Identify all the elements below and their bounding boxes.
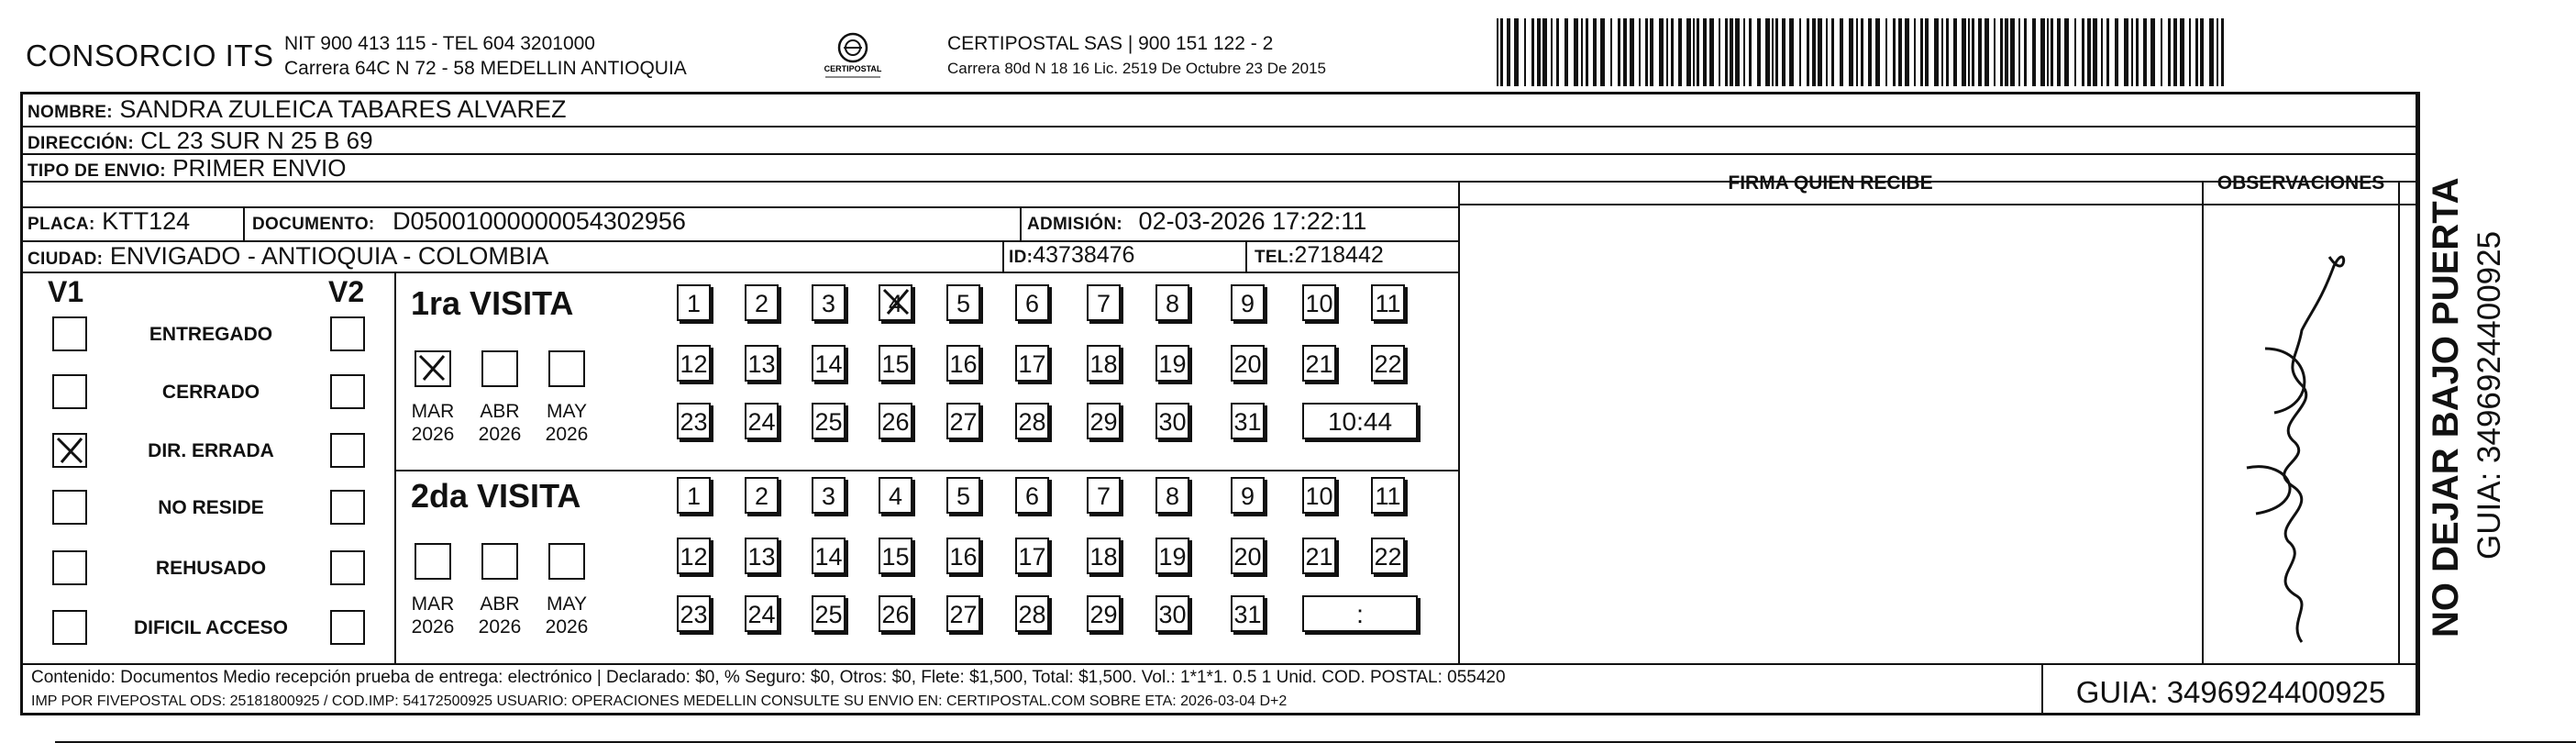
barcode-bar [1650, 18, 1653, 86]
barcode-bar [1709, 18, 1714, 86]
barcode-bar [2150, 18, 2155, 86]
barcode-bar [1537, 18, 1541, 86]
barcode-bar [2040, 18, 2045, 86]
barcode-bar [1586, 18, 1588, 86]
barcode-bar [2106, 18, 2109, 86]
cert-line2: Carrera 80d N 18 16 Lic. 2519 De Octubre 23 De 2015 [947, 60, 1326, 77]
barcode-bar [1666, 18, 1668, 86]
month-label [472, 400, 527, 446]
day-box[interactable]: 18 [1087, 538, 1121, 574]
barcode-bar [1772, 18, 1774, 86]
status-v1-checkbox[interactable] [52, 316, 87, 351]
day-box[interactable]: 14 [812, 345, 846, 382]
barcode-bar [2221, 18, 2224, 86]
month-name: ABR [480, 401, 520, 422]
month-checkbox[interactable] [481, 543, 518, 580]
placa-field: PLACA: KTT124 [28, 207, 191, 235]
barcode-bar [2064, 18, 2069, 86]
v1-header: V1 [48, 275, 84, 308]
day-box[interactable]: 30 [1155, 595, 1189, 632]
day-box[interactable]: 31 [1231, 595, 1265, 632]
col-divider [1002, 240, 1004, 272]
barcode-bar [1645, 18, 1648, 86]
barcode-bar [2032, 18, 2036, 86]
barcode-bar [1719, 18, 1720, 86]
barcode-bar [2168, 18, 2171, 86]
month-checkbox[interactable] [481, 350, 518, 387]
barcode-bar [2209, 18, 2214, 86]
barcode-bar [1697, 18, 1699, 86]
barcode-bar [1849, 18, 1853, 86]
tel-value: 2718442 [1294, 242, 1384, 268]
month-name: MAY [547, 593, 587, 615]
barcode-bar [1531, 18, 1534, 86]
barcode-bar [1972, 18, 1974, 86]
certipostal-logo [812, 28, 894, 84]
day-box[interactable]: 12 [677, 345, 711, 382]
month-checkbox[interactable] [548, 543, 585, 580]
barcode-bar [2010, 18, 2015, 86]
status-label: DIFICIL ACCESO [133, 617, 288, 638]
barcode-bar [1639, 18, 1641, 86]
col-divider [1020, 206, 1022, 241]
barcode-bar [2131, 18, 2133, 86]
status-v1-checkbox[interactable] [52, 490, 87, 525]
day-box[interactable]: 18 [1087, 345, 1121, 382]
direccion-value: CL 23 SUR N 25 B 69 [140, 127, 373, 154]
status-v2-checkbox[interactable] [330, 433, 365, 468]
day-box[interactable]: 4 [879, 477, 912, 514]
barcode-bar [1618, 18, 1620, 86]
status-label: CERRADO [161, 382, 260, 403]
status-v2-checkbox[interactable] [330, 374, 365, 409]
month-year: 2026 [545, 616, 589, 638]
month-label [539, 593, 594, 638]
barcode-bar [1775, 18, 1778, 86]
day-box[interactable]: 15 [879, 538, 912, 574]
placa-value: KTT124 [102, 207, 191, 235]
barcode-bar [1703, 18, 1707, 86]
imp-text: IMP POR FIVEPOSTAL ODS: 25181800925 / COD.IMP: 54172500925 USUARIO: OPERACIONES MEDELLIN CONSULTE SU ENVIO EN: CERTIPOSTAL.COM SOBRE ETA: 2026-03-04 D+2 [31, 693, 1288, 709]
row-divider [20, 153, 2418, 155]
row-divider [1458, 204, 2418, 205]
barcode-bar [1812, 18, 1816, 86]
barcode-bar [1856, 18, 1858, 86]
barcode-bar [1898, 18, 1902, 86]
barcode-bar [2143, 18, 2147, 86]
barcode-bar [1799, 18, 1801, 86]
visit-time[interactable]: : [1302, 595, 1418, 632]
admision-value: 02-03-2026 17:22:11 [1138, 207, 1367, 235]
barcode-bar [1725, 18, 1728, 86]
barcode-bar [1507, 18, 1510, 86]
barcode-bar [1765, 18, 1770, 86]
month-name: MAR [411, 593, 455, 615]
status-v2-checkbox[interactable] [330, 610, 365, 645]
barcode-bar [2082, 18, 2084, 86]
barcode-bar [2057, 18, 2061, 86]
barcode-bar [1925, 18, 1929, 86]
day-box[interactable]: 27 [946, 403, 980, 439]
barcode-bar [1623, 18, 1627, 86]
month-name: ABR [480, 593, 520, 615]
day-box[interactable]: 8 [1155, 477, 1189, 514]
day-box[interactable]: 1 [677, 477, 711, 514]
contenido-text: Contenido: Documentos Medio recepción prueba de entrega: electrónico | Declarado: $0, % Seguro: $0, Otros: $0, Flete: $1,500, Total: $1,500. Vol.: 1*1*1. 0.5 1 Unid. COD. POSTAL: 055420 [31, 668, 1506, 687]
visit-divider [394, 470, 1458, 471]
month-year: 2026 [478, 616, 522, 638]
month-name: MAY [547, 401, 587, 422]
day-box[interactable]: 2 [745, 477, 779, 514]
barcode-bar [1868, 18, 1872, 86]
barcode-bar [2101, 18, 2103, 86]
status-v2-checkbox[interactable] [330, 316, 365, 351]
id-value: 43738476 [1033, 242, 1135, 268]
barcode-bar [1885, 18, 1887, 86]
day-box[interactable]: 25 [812, 595, 846, 632]
barcode-bar [1807, 18, 1809, 86]
day-box[interactable]: 3 [812, 284, 846, 321]
barcode-bar [1840, 18, 1843, 86]
tipo-envio-value: PRIMER ENVIO [172, 154, 347, 182]
month-label [405, 593, 460, 638]
day-box[interactable]: 9 [1231, 284, 1265, 321]
nit-line: NIT 900 413 115 - TEL 604 3201000 [284, 33, 595, 54]
barcode [1497, 18, 2225, 86]
barcode-bar [2087, 18, 2091, 86]
day-box[interactable]: 20 [1231, 345, 1265, 382]
day-box[interactable]: 28 [1015, 595, 1049, 632]
address-line: Carrera 64C N 72 - 58 MEDELLIN ANTIOQUIA [284, 58, 687, 79]
barcode-bar [1574, 18, 1578, 86]
visit-title: 1ra VISITA [411, 284, 574, 322]
barcode-bar [1914, 18, 1916, 86]
barcode-bar [1818, 18, 1822, 86]
tipo-envio-field: TIPO DE ENVIO: PRIMER ENVIO [28, 154, 347, 182]
month-checkbox[interactable] [415, 543, 451, 580]
day-box[interactable]: 31 [1231, 403, 1265, 439]
barcode-bar [1920, 18, 1923, 86]
barcode-bar [1941, 18, 1943, 86]
barcode-bar [1743, 18, 1745, 86]
barcode-bar [1978, 18, 1982, 86]
id-field: ID:43738476 [1009, 242, 1135, 268]
day-box[interactable]: 7 [1087, 477, 1121, 514]
barcode-bar [1985, 18, 1989, 86]
col-divider [243, 206, 245, 241]
day-box[interactable]: 11 [1371, 477, 1405, 514]
barcode-bar [2180, 18, 2184, 86]
month-name: MAR [411, 401, 455, 422]
month-checkbox[interactable] [415, 350, 451, 387]
barcode-bar [2000, 18, 2003, 86]
barcode-bar [1757, 18, 1761, 86]
day-box[interactable]: 12 [677, 538, 711, 574]
status-v1-checkbox[interactable] [52, 374, 87, 409]
day-box[interactable]: 11 [1371, 284, 1405, 321]
barcode-bar [1946, 18, 1949, 86]
barcode-bar [2051, 18, 2053, 86]
day-box[interactable]: 20 [1231, 538, 1265, 574]
day-box[interactable]: 19 [1155, 538, 1189, 574]
barcode-bar [1893, 18, 1896, 86]
ciudad-value: ENVIGADO - ANTIOQUIA - COLOMBIA [109, 242, 549, 270]
day-box[interactable]: 16 [946, 345, 980, 382]
barcode-bar [2124, 18, 2128, 86]
tel-field: TEL:2718442 [1255, 242, 1384, 268]
barcode-bar [1831, 18, 1834, 86]
admision-field: ADMISIÓN: 02-03-2026 17:22:11 [1027, 207, 1367, 235]
status-v2-checkbox[interactable] [330, 550, 365, 585]
certipostal-info [947, 31, 1326, 81]
col-divider [2202, 181, 2204, 665]
visit-title: 2da VISITA [411, 477, 581, 515]
row-divider [20, 126, 2418, 128]
day-box[interactable]: 21 [1302, 345, 1336, 382]
day-box[interactable]: 7 [1087, 284, 1121, 321]
observaciones-header: OBSERVACIONES [2217, 172, 2385, 194]
day-box[interactable]: 22 [1371, 345, 1405, 382]
barcode-bar [1497, 18, 1498, 86]
documento-value: D05001000000054302956 [392, 207, 686, 235]
status-v1-checkbox[interactable] [52, 433, 87, 468]
day-box[interactable]: 30 [1155, 403, 1189, 439]
barcode-bar [2093, 18, 2097, 86]
status-v1-checkbox[interactable] [52, 610, 87, 645]
barcode-bar [2074, 18, 2076, 86]
barcode-bar [2161, 18, 2162, 86]
day-box[interactable]: 22 [1371, 538, 1405, 574]
barcode-bar [2173, 18, 2177, 86]
day-box[interactable]: 21 [1302, 538, 1336, 574]
barcode-bar [1994, 18, 1996, 86]
day-box[interactable]: 13 [745, 538, 779, 574]
nombre-value: SANDRA ZULEICA TABARES ALVAREZ [119, 95, 567, 123]
barcode-bar [1610, 18, 1612, 86]
direccion-field: DIRECCIÓN: CL 23 SUR N 25 B 69 [28, 127, 373, 154]
barcode-bar [1593, 18, 1597, 86]
col-divider [394, 272, 396, 664]
day-box[interactable]: 3 [812, 477, 846, 514]
col-divider [1458, 181, 1460, 665]
day-box[interactable]: 5 [946, 477, 980, 514]
barcode-bar [2115, 18, 2118, 86]
no-dejar-warning: NO DEJAR BAJO PUERTA [2426, 177, 2466, 638]
barcode-bar [1735, 18, 1740, 86]
day-box[interactable]: 23 [677, 403, 711, 439]
day-box[interactable]: 29 [1087, 403, 1121, 439]
barcode-bar [1659, 18, 1664, 86]
day-box[interactable]: 6 [1015, 477, 1049, 514]
barcode-bar [1934, 18, 1939, 86]
barcode-bar [2217, 18, 2218, 86]
day-box[interactable]: 10 [1302, 284, 1336, 321]
month-year: 2026 [478, 424, 522, 445]
barcode-bar [1671, 18, 1674, 86]
guia-footer: GUIA: 3496924400925 [2075, 675, 2386, 709]
barcode-bar [1968, 18, 1970, 86]
barcode-bar [1551, 18, 1553, 86]
row-divider [20, 272, 1460, 273]
day-box[interactable]: 8 [1155, 284, 1189, 321]
day-box[interactable]: 24 [745, 595, 779, 632]
barcode-bar [1514, 18, 1519, 86]
day-box[interactable]: 16 [946, 538, 980, 574]
svg-text:CERTIPOSTAL: CERTIPOSTAL [824, 64, 882, 73]
nombre-field: NOMBRE: SANDRA ZULEICA TABARES ALVAREZ [28, 95, 567, 123]
month-year: 2026 [545, 424, 589, 445]
barcode-bar [1905, 18, 1909, 86]
day-box[interactable]: 26 [879, 403, 912, 439]
barcode-bar [1962, 18, 1966, 86]
v2-header: V2 [328, 275, 365, 308]
form-edge [2418, 92, 2420, 715]
barcode-bar [2005, 18, 2008, 86]
barcode-bar [1678, 18, 1682, 86]
barcode-bar [1500, 18, 1503, 86]
barcode-bar [2047, 18, 2049, 86]
firma-header: FIRMA QUIEN RECIBE [1728, 172, 1933, 194]
day-box[interactable]: 24 [745, 403, 779, 439]
barcode-bar [1730, 18, 1733, 86]
status-v2-checkbox[interactable] [330, 490, 365, 525]
signature-scribble [2210, 229, 2394, 660]
barcode-bar [1524, 18, 1526, 86]
barcode-bar [1600, 18, 1605, 86]
company-name: CONSORCIO ITS [26, 39, 274, 72]
month-label [539, 400, 594, 446]
barcode-bar [1630, 18, 1634, 86]
status-label: NO RESIDE [158, 497, 264, 518]
side-guia: GUIA: 3496924400925 [2471, 230, 2507, 560]
documento-field: DOCUMENTO: D05001000000054302956 [252, 207, 686, 235]
status-v1-checkbox[interactable] [52, 550, 87, 585]
col-divider [1245, 240, 1247, 272]
month-year: 2026 [411, 616, 455, 638]
barcode-bar [1693, 18, 1695, 86]
day-box[interactable]: 14 [812, 538, 846, 574]
day-box[interactable]: 19 [1155, 345, 1189, 382]
day-box[interactable]: 27 [946, 595, 980, 632]
barcode-bar [2200, 18, 2204, 86]
barcode-bar [1782, 18, 1786, 86]
barcode-bar [1826, 18, 1828, 86]
barcode-bar [2189, 18, 2191, 86]
page-bottom-line [55, 741, 2576, 743]
day-box[interactable]: 17 [1015, 538, 1049, 574]
day-box[interactable]: 2 [745, 284, 779, 321]
barcode-bar [1749, 18, 1752, 86]
company-info [284, 31, 687, 81]
cert-line1: CERTIPOSTAL SAS | 900 151 122 - 2 [947, 33, 1274, 54]
barcode-bar [1564, 18, 1568, 86]
status-label: DIR. ERRADA [148, 440, 274, 461]
barcode-bar [1875, 18, 1880, 86]
footer-divider [20, 663, 2418, 665]
col-divider [2398, 181, 2400, 665]
barcode-bar [2136, 18, 2139, 86]
month-label [405, 400, 460, 446]
barcode-bar [1861, 18, 1863, 86]
visit-time[interactable]: 10:44 [1302, 403, 1418, 439]
barcode-bar [2018, 18, 2020, 86]
day-box[interactable]: 23 [677, 595, 711, 632]
day-box[interactable]: 10 [1302, 477, 1336, 514]
status-label: ENTREGADO [149, 324, 273, 345]
barcode-bar [1686, 18, 1691, 86]
day-box[interactable]: 4 [879, 284, 912, 321]
status-label: REHUSADO [155, 558, 267, 579]
day-box[interactable]: 13 [745, 345, 779, 382]
month-label [472, 593, 527, 638]
day-box[interactable]: 15 [879, 345, 912, 382]
barcode-bar [1542, 18, 1547, 86]
barcode-bar [1789, 18, 1794, 86]
barcode-bar [2195, 18, 2198, 86]
barcode-bar [1556, 18, 1559, 86]
barcode-bar [1581, 18, 1583, 86]
month-checkbox[interactable] [548, 350, 585, 387]
day-box[interactable]: 25 [812, 403, 846, 439]
day-box[interactable]: 17 [1015, 345, 1049, 382]
barcode-bar [1953, 18, 1957, 86]
day-box[interactable]: 1 [677, 284, 711, 321]
day-box[interactable]: 5 [946, 284, 980, 321]
day-box[interactable]: 6 [1015, 284, 1049, 321]
barcode-bar [2024, 18, 2027, 86]
day-box[interactable]: 26 [879, 595, 912, 632]
month-year: 2026 [411, 424, 455, 445]
day-box[interactable]: 9 [1231, 477, 1265, 514]
day-box[interactable]: 28 [1015, 403, 1049, 439]
day-box[interactable]: 29 [1087, 595, 1121, 632]
ciudad-field: CIUDAD: ENVIGADO - ANTIOQUIA - COLOMBIA [28, 242, 549, 270]
